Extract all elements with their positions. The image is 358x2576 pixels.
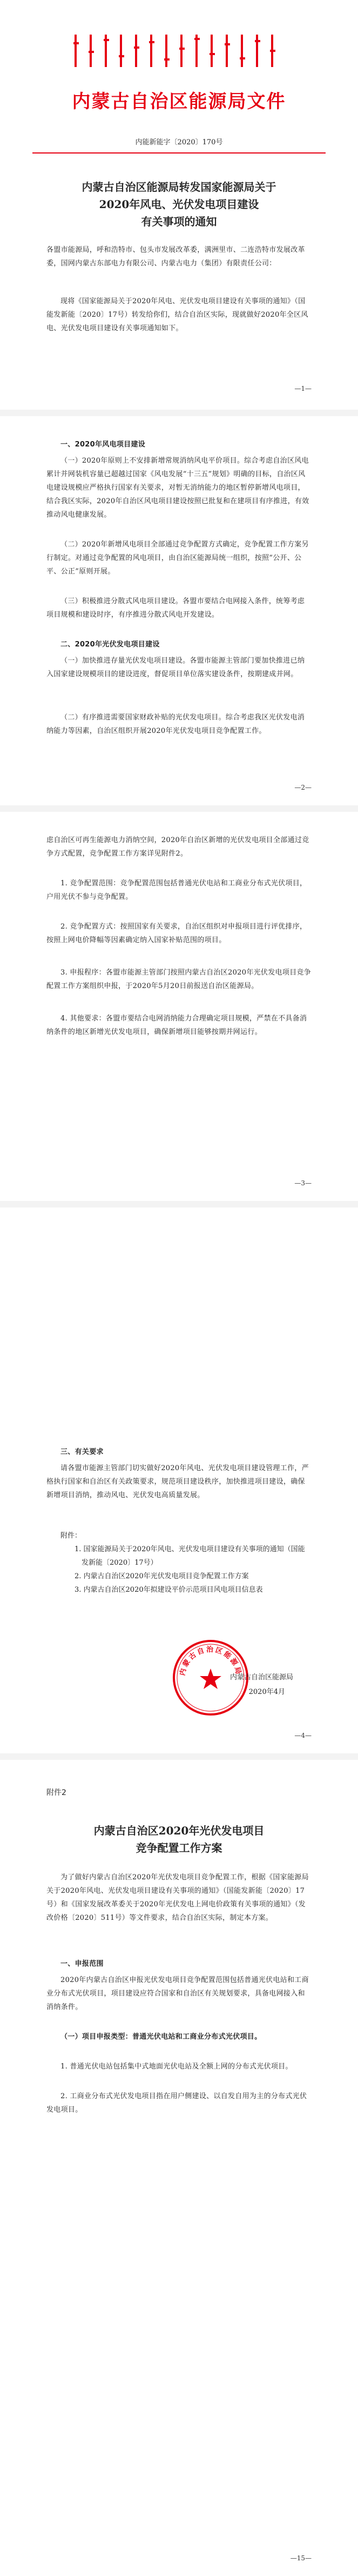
signature-date: 2020年4月 (248, 1688, 285, 1696)
pv-item-1: 1. 竞争配置范围：竞争配置范围包括普通光伏电站和工商业分布式光伏项目，户用光伏不参与竞争配置。 (46, 879, 307, 901)
attachment-item-2: 2. 内蒙古自治区2020年光伏发电项目竞争配置工作方案 (75, 1572, 249, 1580)
annex-item-1: 1. 普通光伏电站包括集中式地面光伏电站及全额上网的分布式光伏项目。 (60, 2063, 293, 2071)
pv-item-2: 2. 竞争配置方式：按照国家有关要求，自治区组织对申报项目进行评优排序，按照上网电价降幅等因素确定纳入国家补贴范围的项目。 (46, 923, 307, 944)
document-page-5 (0, 1760, 358, 2576)
wind-paragraph-2: （二）2020年新增风电项目全部通过竞争配置方式确定，竞争配置工作方案另行制定。对通过竞争配置的风电项目，由自治区能源局统一组织，按照“公开、公平、公正”原则开展。 (46, 540, 309, 576)
pv-paragraph-continued: 虑自治区可再生能源电力消纳空间，2020年自治区新增的光伏发电项目全部通过竞争方式配置，竞争配置工作方案详见附件2。 (46, 836, 309, 858)
annex-subheading: （一）项目申报类型：普通光伏电站和工商业分布式光伏项目。 (60, 2033, 262, 2041)
pv-item-3: 3. 申报程序：各盟市能源主管部门按照内蒙古自治区2020年光伏发电项目竞争配置工作方案组织申报，于2020年5月20日前报送自治区能源局。 (46, 969, 312, 990)
attachment-item-1: 1. 国家能源局关于2020年风电、光伏发电项目建设有关事项的通知（国能发新能〔2020〕17号） (75, 1545, 305, 1567)
pv-paragraph-2: （二）有序推进需要国家财政补贴的光伏发电项目。综合考虑我区光伏发电消纳能力等因素，自治区组织开展2020年光伏发电项目竞争配置工作。 (46, 713, 305, 735)
wind-paragraph-3: （三）积极推进分散式风电项目建设。各盟市要结合电网接入条件，统筹考虑项目规模和建设时序，有序推进分散式风电开发建设。 (46, 597, 305, 619)
seal-text: 内蒙古自治区能源局 (178, 1646, 243, 1677)
mongolian-script-title (70, 31, 286, 69)
annex-title (32, 1822, 326, 1857)
pv-paragraph-1: （一）加快推进存量光伏发电项目建设。各盟市能源主管部门要加快推进已纳入国家建设规模项目的建设进度，督促项目单位落实建设条件，按期建成并网。 (46, 657, 305, 678)
section-heading-requirements: 三、有关要求 (60, 1448, 104, 1456)
annex-intro-paragraph: 为了做好内蒙古自治区2020年光伏发电项目竞争配置工作，根据《国家能源局关于2020年风电、光伏发电项目建设有关事项的通知》（国能发新能〔2020〕17号）和《国家发展改革委关于2020年光伏发电上网电价政策有关事项的通知》（发改价格〔2020〕511号）等文件要求，结合自治区实际，制定本方案。 (46, 1873, 309, 1922)
requirements-paragraph: 请各盟市能源主管部门切实做好2020年风电、光伏发电项目建设管理工作，严格执行国家和自治区有关政策要求，规范项目建设秩序，加快推进项目建设，确保新增项目消纳，推动风电、光伏发电高质量发展。 (46, 1464, 309, 1499)
red-divider-line (32, 152, 326, 154)
notice-title (32, 178, 326, 230)
document-page-2 (0, 416, 358, 805)
notice-title-line-3: 有关事项的通知 (141, 215, 217, 228)
document-page-1 (0, 0, 358, 410)
annex-title-line-2: 竞争配置工作方案 (136, 1841, 222, 1854)
section-heading-wind: 一、2020年风电项目建设 (60, 441, 146, 449)
pv-item-4: 4. 其他要求：各盟市要结合电网消纳能力合理确定项目规模，严禁在不具备消纳条件的地区新增光伏发电项目，确保新增项目能够按期并网运行。 (46, 1015, 307, 1036)
page-number: —3— (294, 1179, 312, 1187)
wind-paragraph-1: （一）2020年原则上不安排新增常规消纳风电平价项目。综合考虑自治区风电累计并网装机容量已超越过国家《风电发展“十三五”规划》明确的目标，自治区风电建设规模应严格执行国家有关要求，对暂无消纳能力的地区暂停新增风电项目，结合我区实际，2020年自治区风电项目建设按照已批复和在建项目有序推进，有效推动风电健康发展。 (46, 457, 309, 519)
section-heading-pv: 二、2020年光伏发电项目建设 (60, 640, 160, 649)
page-number: —1— (294, 385, 312, 392)
document-red-title: 内蒙古自治区能源局文件 (72, 91, 286, 112)
signature-org: 内蒙古自治区能源局 (229, 1673, 293, 1681)
attachment-label: 附件： (60, 1532, 82, 1540)
page-number: —4— (294, 1732, 312, 1739)
page-number: —15— (290, 2554, 312, 2562)
page-number: —2— (294, 784, 312, 791)
attachment-item-3: 3. 内蒙古自治区2020年拟建设平价示范项目风电项目信息表 (75, 1586, 263, 1594)
document-number: 内能新能字〔2020〕170号 (135, 138, 223, 146)
intro-paragraph: 现将《国家能源局关于2020年风电、光伏发电项目建设有关事项的通知》（国能发新能〔2020〕17号）转发给你们，结合自治区实际，现就做好2020年全区风电、光伏发电项目建设有关事项通知如下。 (46, 297, 308, 332)
recipients-paragraph: 各盟市能源局，呼和浩特市、包头市发展改革委，满洲里市、二连浩特市发展改革委，国网内蒙古东部电力有限公司、内蒙古电力（集团）有限责任公司： (46, 246, 305, 268)
annex-title-line-1: 内蒙古自治区2020年光伏发电项目 (93, 1824, 265, 1837)
annex-item-2: 2. 工商业分布式光伏发电项目指在用户侧建设、以自发自用为主的分布式光伏发电项目。 (46, 2092, 307, 2114)
annex-label: 附件2 (46, 1788, 66, 1797)
notice-title-line-2: 2020年风电、光伏发电项目建设 (99, 198, 259, 211)
annex-scope-paragraph: 2020年内蒙古自治区申报光伏发电项目竞争配置范围包括普通光伏电站和工商业分布式光伏项目，项目建设应符合国家和自治区有关规划要求，具备电网接入和消纳条件。 (46, 1976, 309, 2011)
document-page-4 (0, 1207, 358, 1753)
document-page-3 (0, 812, 358, 1201)
annex-section-heading: 一、申报范围 (60, 1960, 104, 1968)
notice-title-line-1: 内蒙古自治区能源局转发国家能源局关于 (82, 181, 276, 193)
attachment-list (46, 1529, 312, 1597)
